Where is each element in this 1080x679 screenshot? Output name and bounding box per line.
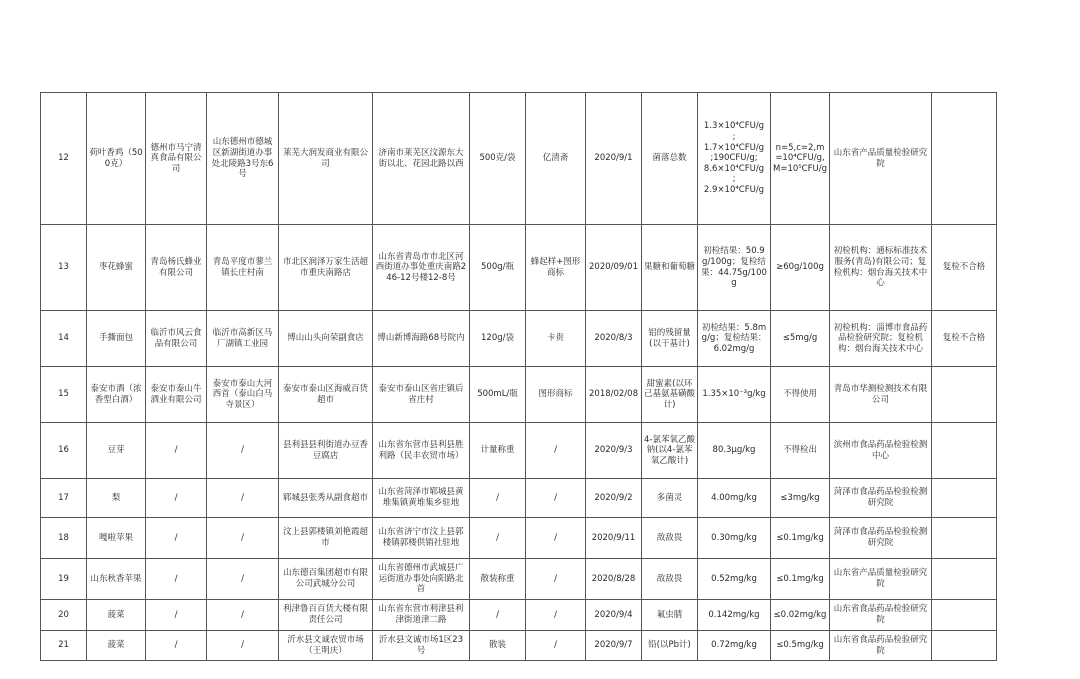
producer-name: / xyxy=(146,479,207,518)
remark xyxy=(932,518,997,559)
production-date: 2020/9/1 xyxy=(586,93,642,225)
test-result: 0.142mg/kg xyxy=(698,600,771,631)
production-date: 2020/9/11 xyxy=(586,518,642,559)
brand: / xyxy=(526,423,586,479)
producer-address: 泰安市泰山大河西首（泰山白马寺景区） xyxy=(207,367,279,423)
seller-name: 沂水县文诚农贸市场（王明庆） xyxy=(279,631,373,661)
seller-address: 沂水县文诚市场1区23号 xyxy=(373,631,470,661)
specification: 散装称重 xyxy=(470,559,526,600)
test-result: 0.30mg/kg xyxy=(698,518,771,559)
row-number: 12 xyxy=(41,93,87,225)
seller-address: 济南市莱芜区汶源东大街以北、花园北路以西 xyxy=(373,93,470,225)
brand: 亿清斋 xyxy=(526,93,586,225)
brand: / xyxy=(526,559,586,600)
sample-name: 手撕面包 xyxy=(87,311,146,367)
brand: 卡贵 xyxy=(526,311,586,367)
brand: / xyxy=(526,518,586,559)
production-date: 2020/9/7 xyxy=(586,631,642,661)
test-result: 初检结果：50.9g/100g；复检结果：44.75g/100g xyxy=(698,225,771,311)
production-date: 2018/02/08 xyxy=(586,367,642,423)
producer-name: / xyxy=(146,423,207,479)
brand: 图形商标 xyxy=(526,367,586,423)
table-row xyxy=(41,518,997,559)
seller-address: 山东省德州市武城县广运街道办事处向阳路北首 xyxy=(373,559,470,600)
producer-name: 临沂市风云食品有限公司 xyxy=(146,311,207,367)
testing-agency: 青岛市华测检测技术有限公司 xyxy=(830,367,932,423)
producer-name: / xyxy=(146,631,207,661)
seller-name: 利津鲁百百货大楼有限责任公司 xyxy=(279,600,373,631)
failed-item: 多菌灵 xyxy=(642,479,698,518)
standard-value: 不得使用 xyxy=(771,367,830,423)
table-row xyxy=(41,479,997,518)
standard-value: ≤5mg/g xyxy=(771,311,830,367)
standard-value: ≤0.1mg/kg xyxy=(771,559,830,600)
sample-name: 梨 xyxy=(87,479,146,518)
failed-item: 敌敌畏 xyxy=(642,559,698,600)
specification: 500mL/瓶 xyxy=(470,367,526,423)
producer-name: 德州市马宁清真食品有限公司 xyxy=(146,93,207,225)
production-date: 2020/09/01 xyxy=(586,225,642,311)
producer-address: / xyxy=(207,559,279,600)
producer-name: / xyxy=(146,600,207,631)
table-row xyxy=(41,631,997,661)
failed-item: 甜蜜素(以环己基氨基磺酸计) xyxy=(642,367,698,423)
remark: 复检不合格 xyxy=(932,225,997,311)
seller-name: 郓城县张秀从副食超市 xyxy=(279,479,373,518)
row-number: 19 xyxy=(41,559,87,600)
brand: / xyxy=(526,631,586,661)
row-number: 20 xyxy=(41,600,87,631)
test-result: 1.3×10⁴CFU/g ; 1.7×10⁴CFU/g ;190CFU/g; 8.6×10⁴CFU/g ; 2.9×10⁴CFU/g xyxy=(698,93,771,225)
seller-address: 山东省东营市利津县利津街道津二路 xyxy=(373,600,470,631)
seller-name: 博山山头向荣副食店 xyxy=(279,311,373,367)
production-date: 2020/8/3 xyxy=(586,311,642,367)
test-result: 80.3μg/kg xyxy=(698,423,771,479)
producer-address: / xyxy=(207,479,279,518)
producer-name: / xyxy=(146,559,207,600)
test-result: 4.00mg/kg xyxy=(698,479,771,518)
sample-name: 山东秋香苹果 xyxy=(87,559,146,600)
production-date: 2020/8/28 xyxy=(586,559,642,600)
producer-address: 山东德州市德城区新湖街道办事处北陵路3号东6号 xyxy=(207,93,279,225)
sample-name: 菠菜 xyxy=(87,600,146,631)
seller-name: 泰安市泰山区海威百货超市 xyxy=(279,367,373,423)
specification: 120g/袋 xyxy=(470,311,526,367)
producer-address: / xyxy=(207,423,279,479)
specification: / xyxy=(470,600,526,631)
test-result: 0.72mg/kg xyxy=(698,631,771,661)
seller-name: 汶上县郭楼镇刘艳霞超市 xyxy=(279,518,373,559)
failed-item: 铅(以Pb计) xyxy=(642,631,698,661)
specification: / xyxy=(470,479,526,518)
testing-agency: 山东省产品质量检验研究院 xyxy=(830,559,932,600)
seller-name: 山东德百集团超市有限公司武城分公司 xyxy=(279,559,373,600)
specification: 500g/瓶 xyxy=(470,225,526,311)
row-number: 21 xyxy=(41,631,87,661)
table-row xyxy=(41,600,997,631)
brand: / xyxy=(526,479,586,518)
specification: 500克/袋 xyxy=(470,93,526,225)
standard-value: ≤0.5mg/kg xyxy=(771,631,830,661)
inspection-results-table xyxy=(40,92,997,661)
testing-agency: 山东省食品药品检验研究院 xyxy=(830,600,932,631)
failed-item: 4-氯苯氧乙酸钠(以4-氯苯氧乙酸计) xyxy=(642,423,698,479)
table-row xyxy=(41,93,997,225)
remark xyxy=(932,367,997,423)
remark: 复检不合格 xyxy=(932,311,997,367)
sample-name: 荷叶香鸡（500克） xyxy=(87,93,146,225)
row-number: 17 xyxy=(41,479,87,518)
failed-item: 铝的残留量(以干基计) xyxy=(642,311,698,367)
seller-name: 市北区润泽万家生活超市重庆南路店 xyxy=(279,225,373,311)
seller-address: 博山新博海路68号院内 xyxy=(373,311,470,367)
producer-address: 青岛平度市蓼兰镇长庄村南 xyxy=(207,225,279,311)
sample-name: 枣花蜂蜜 xyxy=(87,225,146,311)
remark xyxy=(932,559,997,600)
row-number: 14 xyxy=(41,311,87,367)
testing-agency: 初检机构：通标标准技术服务(青岛)有限公司；复检机构：烟台海关技术中心 xyxy=(830,225,932,311)
producer-name: 泰安市泰山牛酒业有限公司 xyxy=(146,367,207,423)
table-row xyxy=(41,225,997,311)
test-result: 0.52mg/kg xyxy=(698,559,771,600)
table-row xyxy=(41,367,997,423)
row-number: 18 xyxy=(41,518,87,559)
seller-name: 县利县县利街道办豆香豆腐店 xyxy=(279,423,373,479)
producer-address: / xyxy=(207,518,279,559)
specification: 计量称重 xyxy=(470,423,526,479)
test-result: 初检结果：5.8mg/g；复检结果：6.02mg/g xyxy=(698,311,771,367)
remark xyxy=(932,93,997,225)
row-number: 13 xyxy=(41,225,87,311)
testing-agency: 菏泽市食品药品检验检测研究院 xyxy=(830,479,932,518)
failed-item: 菌落总数 xyxy=(642,93,698,225)
sample-name: 豆芽 xyxy=(87,423,146,479)
remark xyxy=(932,631,997,661)
remark xyxy=(932,600,997,631)
producer-address: / xyxy=(207,631,279,661)
production-date: 2020/9/3 xyxy=(586,423,642,479)
standard-value: n=5,c=2,m=10⁴CFU/g,M=10⁵CFU/g xyxy=(771,93,830,225)
producer-address: 临沂市高新区马厂湖镇工业园 xyxy=(207,311,279,367)
test-result: 1.35×10⁻³g/kg xyxy=(698,367,771,423)
specification: 散装 xyxy=(470,631,526,661)
row-number: 15 xyxy=(41,367,87,423)
standard-value: ≤0.1mg/kg xyxy=(771,518,830,559)
producer-address: / xyxy=(207,600,279,631)
production-date: 2020/9/2 xyxy=(586,479,642,518)
seller-address: 泰安市泰山区省庄镇后省庄村 xyxy=(373,367,470,423)
producer-name: 青岛杨氏蜂业有限公司 xyxy=(146,225,207,311)
brand: / xyxy=(526,600,586,631)
sample-name: 嘎啦苹果 xyxy=(87,518,146,559)
sample-name: 泰安市酒（浓香型白酒） xyxy=(87,367,146,423)
failed-item: 氟虫腈 xyxy=(642,600,698,631)
table-row xyxy=(41,559,997,600)
standard-value: ≥60g/100g xyxy=(771,225,830,311)
table-row xyxy=(41,311,997,367)
standard-value: ≤3mg/kg xyxy=(771,479,830,518)
producer-name: / xyxy=(146,518,207,559)
seller-address: 山东省青岛市市北区河西街道办事处重庆南路246-12号楼12-8号 xyxy=(373,225,470,311)
seller-address: 山东省东营市县利县胜利路（民丰农贸市场） xyxy=(373,423,470,479)
brand: 蜂起样+图形商标 xyxy=(526,225,586,311)
standard-value: 不得检出 xyxy=(771,423,830,479)
remark xyxy=(932,423,997,479)
seller-address: 山东省济宁市汶上县郭楼镇郭楼供销社驻地 xyxy=(373,518,470,559)
testing-agency: 山东省产品质量检验研究院 xyxy=(830,93,932,225)
specification: / xyxy=(470,518,526,559)
seller-name: 莱芜大润发商业有限公司 xyxy=(279,93,373,225)
production-date: 2020/9/4 xyxy=(586,600,642,631)
failed-item: 敌敌畏 xyxy=(642,518,698,559)
row-number: 16 xyxy=(41,423,87,479)
sample-name: 菠菜 xyxy=(87,631,146,661)
testing-agency: 滨州市食品药品检验检测中心 xyxy=(830,423,932,479)
table-row xyxy=(41,423,997,479)
seller-address: 山东省菏泽市郓城县黄堆集镇黄堆集乡驻地 xyxy=(373,479,470,518)
testing-agency: 菏泽市食品药品检验检测研究院 xyxy=(830,518,932,559)
testing-agency: 初检机构：淄博市食品药品检验研究院；复检机构：烟台海关技术中心 xyxy=(830,311,932,367)
failed-item: 果糖和葡萄糖 xyxy=(642,225,698,311)
testing-agency: 山东省食品药品检验研究院 xyxy=(830,631,932,661)
remark xyxy=(932,479,997,518)
standard-value: ≤0.02mg/kg xyxy=(771,600,830,631)
